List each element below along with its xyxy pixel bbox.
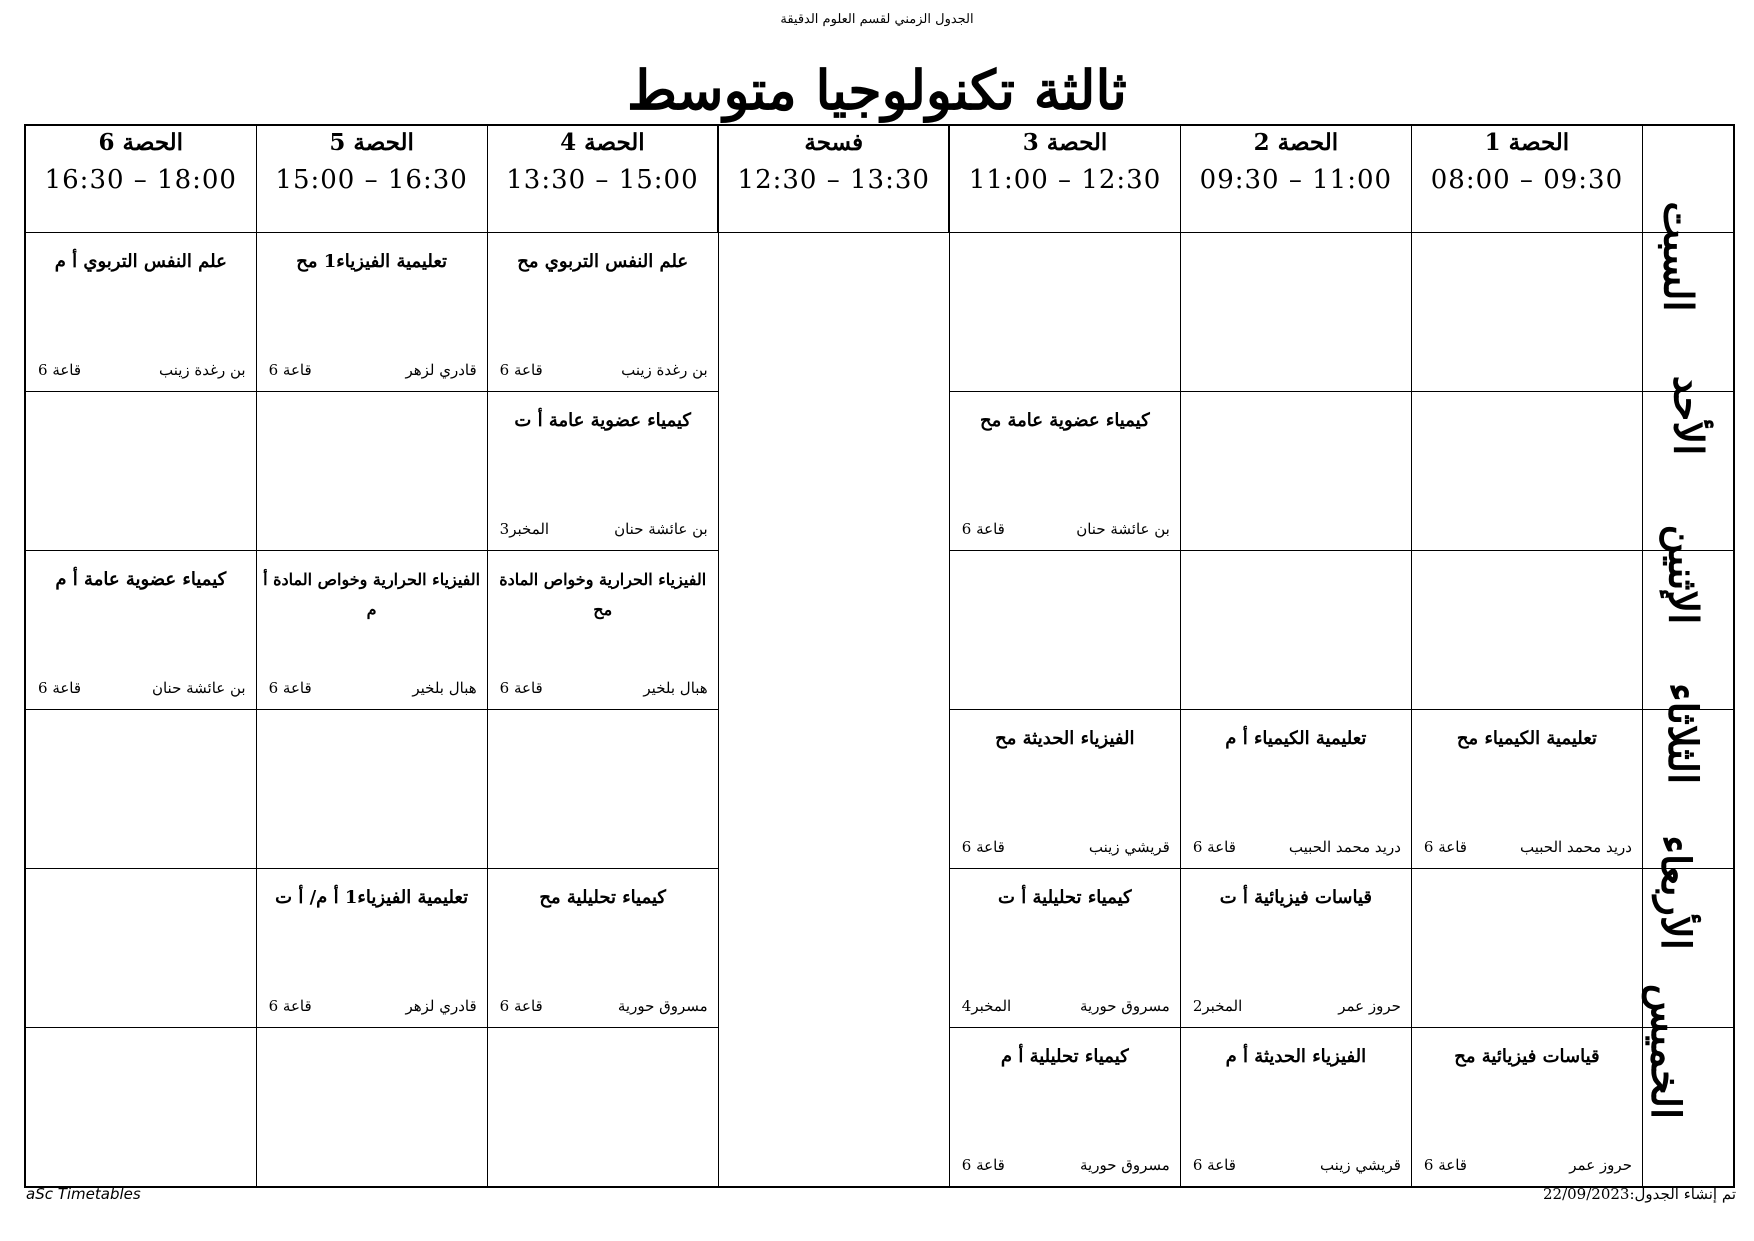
lesson-room: قاعة 6 (268, 361, 312, 379)
lesson-cell-empty (256, 1028, 487, 1188)
lesson-cell-empty (256, 710, 487, 869)
lesson-teacher: حروز عمر (1338, 997, 1401, 1015)
day-label-thursday: الخميس (1642, 1028, 1734, 1188)
lesson-cell (1411, 710, 1642, 869)
lesson-cell (1411, 1028, 1642, 1188)
lesson-teacher: مسروق حورية (617, 997, 708, 1015)
lesson-subject: كيمياء تحليلية مح (539, 887, 667, 908)
lesson-teacher: دريد محمد الحبيب (1288, 838, 1401, 856)
lesson-cell-empty (949, 551, 1180, 710)
lesson-cell-empty (949, 233, 1180, 392)
department-caption: الجدول الزمني لقسم العلوم الدقيقة (780, 12, 974, 27)
lesson-cell-empty (1411, 392, 1642, 551)
lesson-cell (949, 1028, 1180, 1188)
lesson-teacher: بن رغدة زينب (621, 361, 708, 379)
lesson-room: قاعة 6 (961, 838, 1005, 856)
lesson-room: قاعة 6 (499, 679, 543, 697)
lesson-cell (949, 392, 1180, 551)
lesson-room: قاعة 6 (499, 361, 543, 379)
app-credit: aSc Timetables (26, 1185, 141, 1203)
lesson-teacher: بن رغدة زينب (158, 361, 246, 379)
lesson-subject: الفيزياء الحرارية وخواص المادة أ م (263, 570, 481, 619)
lesson-cell (256, 551, 487, 710)
lesson-cell (487, 233, 718, 392)
lesson-room: قاعة 6 (499, 997, 543, 1015)
lesson-teacher: حروز عمر (1569, 1156, 1632, 1174)
lesson-room: المخبر4 (961, 997, 1012, 1015)
lesson-room: المخبر2 (1192, 997, 1243, 1015)
lesson-teacher: قادري لزهر (405, 361, 477, 379)
lesson-room: المخبر3 (499, 520, 550, 538)
lesson-teacher: دريد محمد الحبيب (1519, 838, 1632, 856)
class-title: ثالثة تكنولوجيا متوسط (627, 58, 1127, 122)
lesson-cell (1180, 1028, 1411, 1188)
lesson-teacher: قادري لزهر (405, 997, 477, 1015)
lesson-subject: كيمياء عضوية عامة أ م (55, 569, 227, 590)
lesson-subject: علم النفس التربوي أ م (54, 251, 227, 272)
lesson-cell (487, 392, 718, 551)
period-header-3: الحصة 3 11:00 – 12:30 (949, 125, 1180, 233)
lesson-cell (1180, 710, 1411, 869)
lesson-cell (487, 551, 718, 710)
lesson-cell-empty (1411, 551, 1642, 710)
lesson-subject: الفيزياء الحرارية وخواص المادة مح (499, 570, 707, 619)
lesson-room: قاعة 6 (1423, 1156, 1467, 1174)
period-header-1: الحصة 1 08:00 – 09:30 (1411, 125, 1642, 233)
period-header-5: الحصة 5 15:00 – 16:30 (256, 125, 487, 233)
lesson-cell-empty (25, 1028, 256, 1188)
lesson-subject: قياسات فيزيائية أ ت (1219, 887, 1373, 908)
day-label-monday: الإثنين (1642, 551, 1734, 710)
lesson-cell-empty (25, 392, 256, 551)
lesson-room: قاعة 6 (1423, 838, 1467, 856)
period-header-2: الحصة 2 09:30 – 11:00 (1180, 125, 1411, 233)
lesson-teacher: هبال بلخير (643, 679, 708, 697)
period-header-row (25, 125, 1734, 233)
lesson-subject: تعليمية الفيزياء1 مح (296, 251, 448, 272)
lesson-cell-empty (1180, 233, 1411, 392)
day-row-saturday (25, 233, 1734, 392)
lesson-teacher: بن عائشة حنان (1076, 520, 1170, 538)
lesson-subject: تعليمية الكيمياء مح (1456, 728, 1597, 749)
lesson-subject: قياسات فيزيائية مح (1454, 1046, 1600, 1067)
lesson-cell-empty (487, 710, 718, 869)
lesson-subject: كيمياء عضوية عامة أ ت (514, 410, 691, 431)
lesson-cell-empty (1411, 869, 1642, 1028)
day-label-sunday: الأحد (1642, 392, 1734, 551)
creation-date: تم إنشاء الجدول:22/09/2023 (1543, 1185, 1736, 1203)
lesson-teacher: قريشي زينب (1088, 838, 1170, 856)
lesson-teacher: مسروق حورية (1080, 1156, 1170, 1174)
lesson-subject: كيمياء تحليلية أ ت (998, 887, 1132, 908)
lesson-room: قاعة 6 (961, 520, 1005, 538)
break-column (718, 233, 949, 1188)
period-header-4: الحصة 4 13:30 – 15:00 (487, 125, 718, 233)
lesson-cell (25, 233, 256, 392)
lesson-subject: تعليمية الكيمياء أ م (1225, 728, 1367, 749)
lesson-teacher: مسروق حورية (1080, 997, 1170, 1015)
lesson-room: قاعة 6 (1192, 838, 1236, 856)
day-label-saturday: السبت (1642, 233, 1734, 392)
lesson-room: قاعة 6 (38, 679, 82, 697)
lesson-room: قاعة 6 (268, 997, 312, 1015)
lesson-teacher: قريشي زينب (1319, 1156, 1401, 1174)
lesson-teacher: هبال بلخير (412, 679, 477, 697)
lesson-cell (949, 710, 1180, 869)
lesson-cell-empty (1180, 392, 1411, 551)
lesson-cell-empty (25, 710, 256, 869)
lesson-cell-empty (487, 1028, 718, 1188)
lesson-room: قاعة 6 (1192, 1156, 1236, 1174)
day-label-wednesday: الأربعاء (1642, 869, 1734, 1028)
period-header-break: فسحة 12:30 – 13:30 (718, 125, 949, 233)
period-header-6: الحصة 6 16:30 – 18:00 (25, 125, 256, 233)
lesson-subject: علم النفس التربوي مح (517, 251, 689, 272)
lesson-subject: كيمياء عضوية عامة مح (979, 410, 1150, 431)
lesson-cell-empty (1411, 233, 1642, 392)
lesson-cell (256, 233, 487, 392)
day-label-tuesday: الثلاثاء (1642, 710, 1734, 869)
lesson-subject: تعليمية الفيزياء1 أ م/ أ ت (275, 887, 469, 908)
lesson-cell (25, 551, 256, 710)
lesson-room: قاعة 6 (38, 361, 82, 379)
lesson-cell-empty (25, 869, 256, 1028)
lesson-room: قاعة 6 (268, 679, 312, 697)
lesson-subject: كيمياء تحليلية أ م (1000, 1046, 1129, 1067)
lesson-room: قاعة 6 (961, 1156, 1005, 1174)
lesson-subject: الفيزياء الحديثة مح (995, 728, 1135, 749)
lesson-cell (487, 869, 718, 1028)
lesson-subject: الفيزياء الحديثة أ م (1225, 1046, 1367, 1067)
lesson-cell-empty (256, 392, 487, 551)
lesson-cell (1180, 869, 1411, 1028)
lesson-teacher: بن عائشة حنان (151, 679, 246, 697)
lesson-cell (949, 869, 1180, 1028)
lesson-teacher: بن عائشة حنان (614, 520, 708, 538)
timetable-grid (24, 124, 1735, 1188)
lesson-cell (256, 869, 487, 1028)
lesson-cell-empty (1180, 551, 1411, 710)
